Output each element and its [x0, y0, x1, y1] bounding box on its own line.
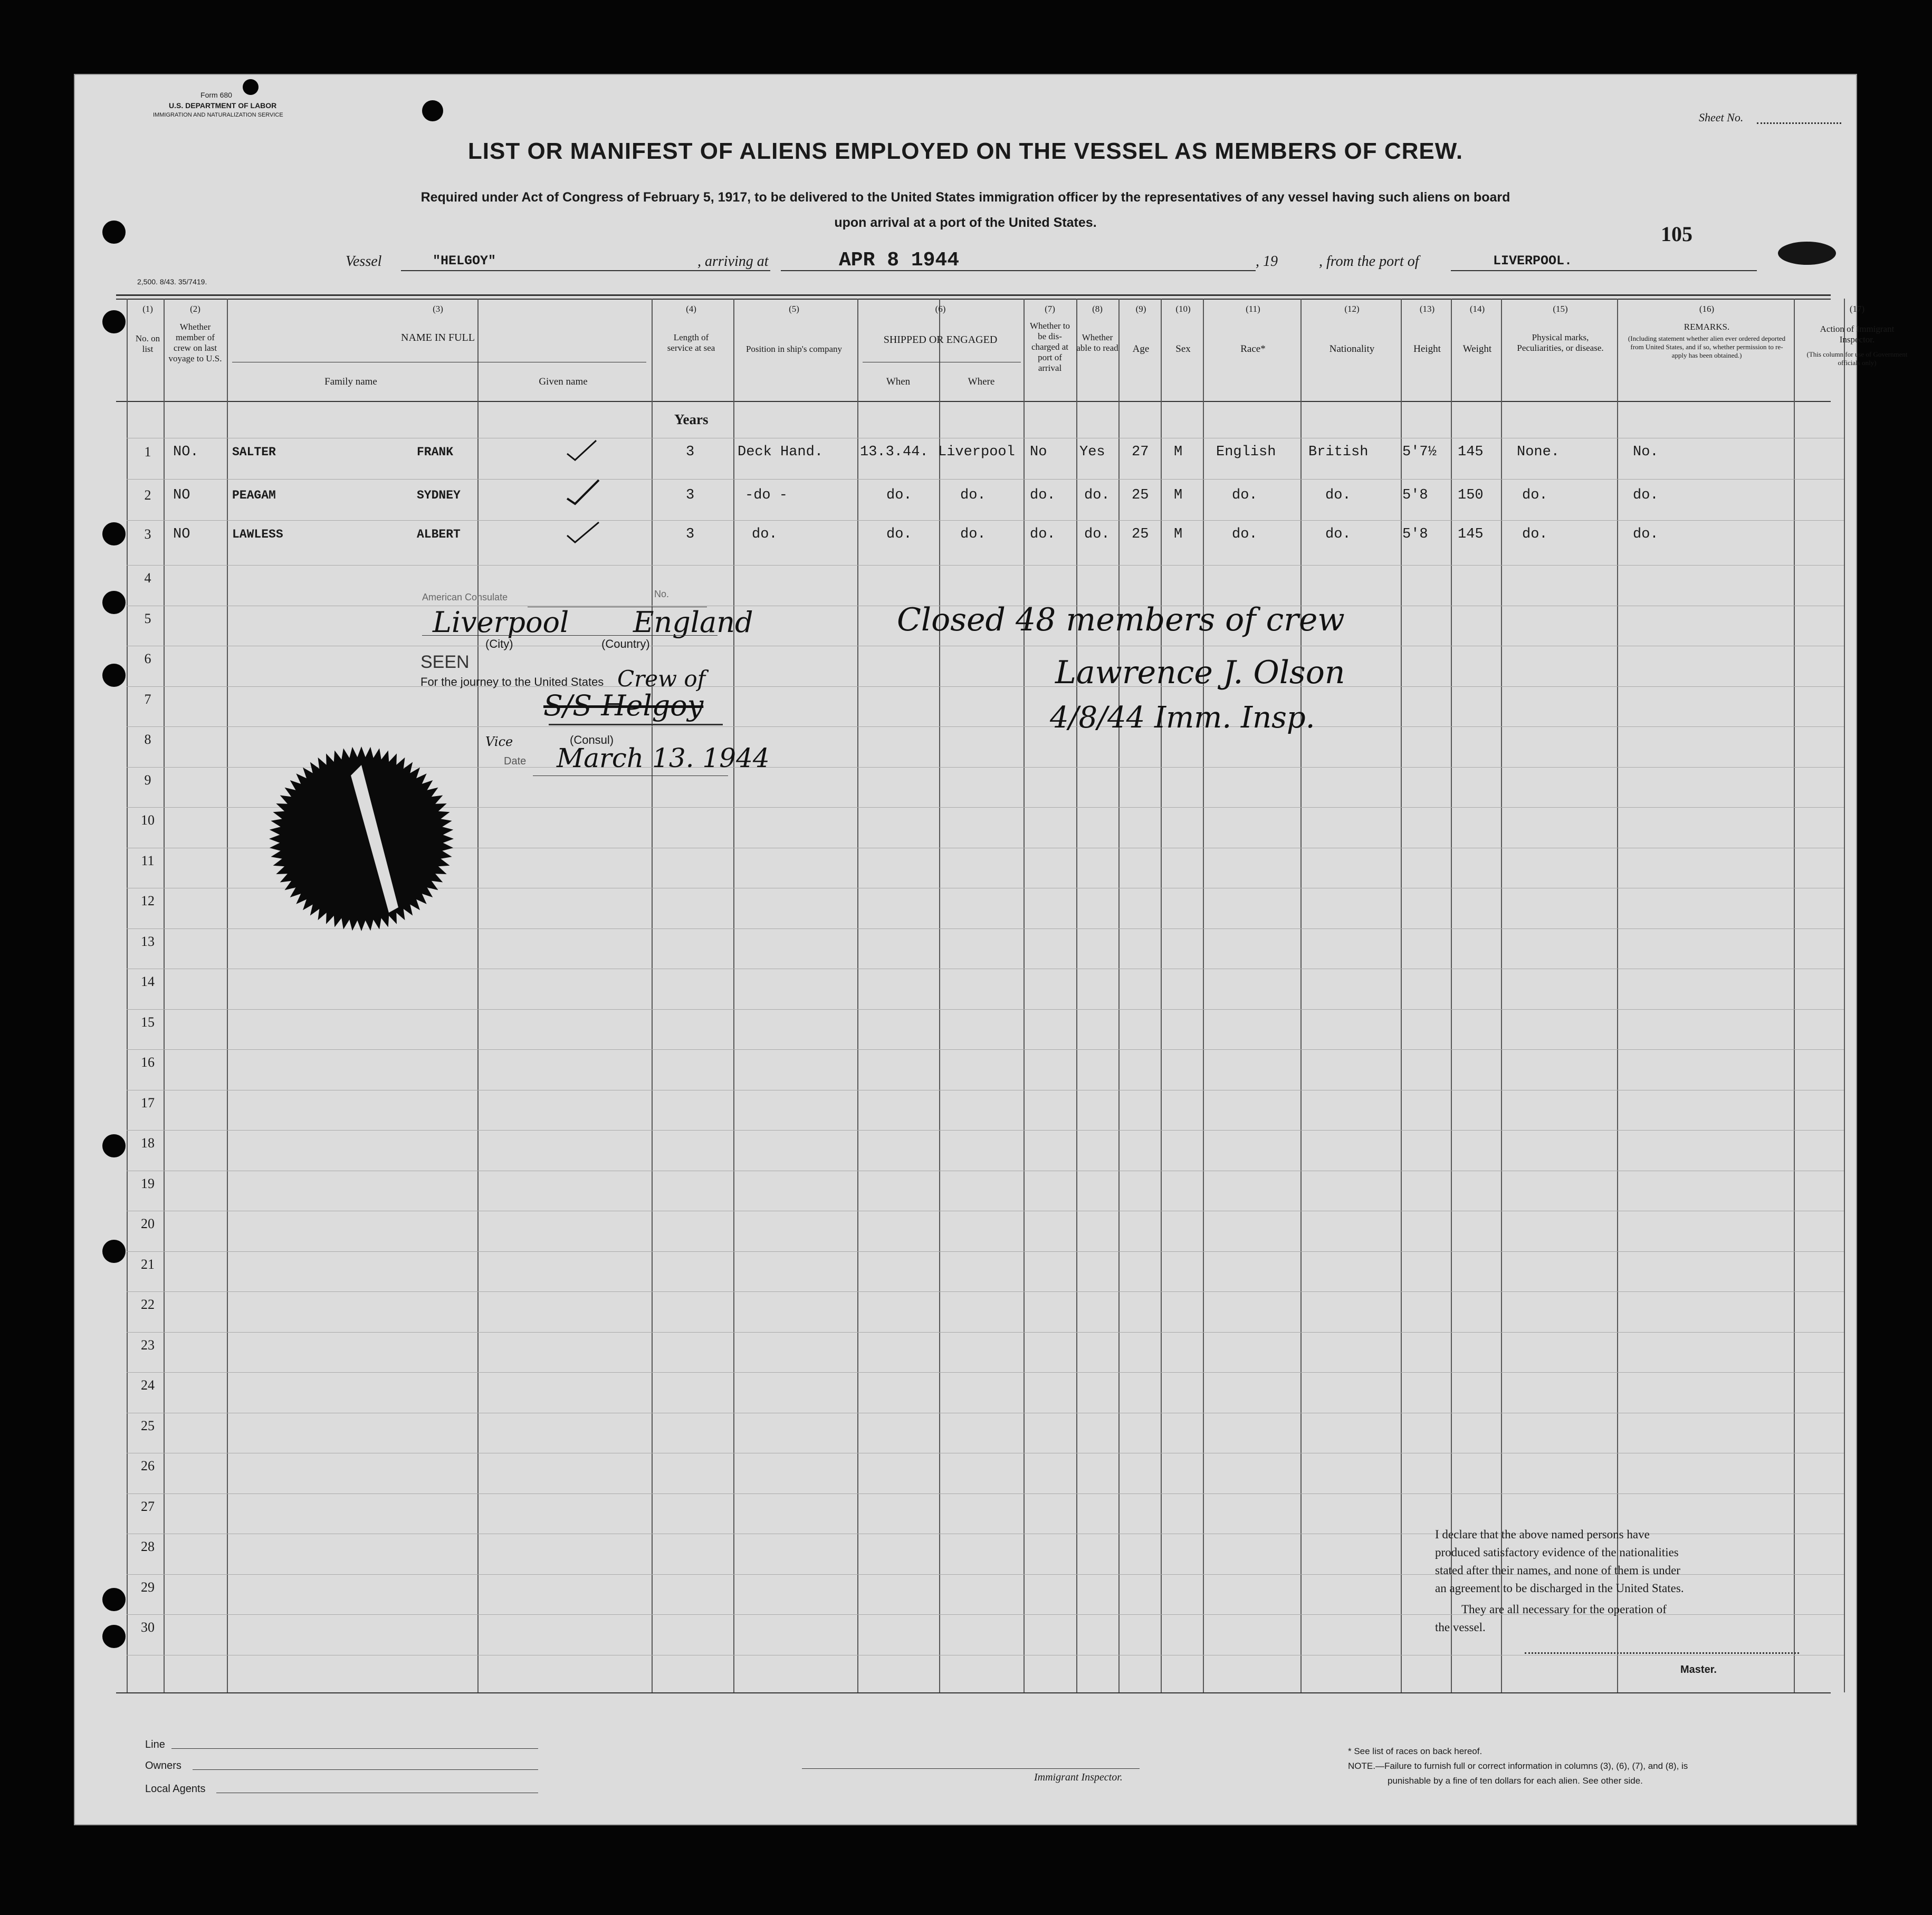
when-header: When	[886, 376, 911, 387]
seen-label: SEEN	[420, 652, 470, 672]
column-separator	[1076, 299, 1077, 1692]
row-number: 26	[141, 1458, 155, 1473]
column-separator	[1118, 299, 1120, 1692]
consulate-no-label: No.	[654, 589, 669, 599]
col-15-header: Physical marks, Peculiarities, or disease.	[1517, 332, 1604, 353]
discharged-cell: do.	[1030, 487, 1056, 503]
declaration-line-4: an agreement to be discharged in the United States.	[1435, 1582, 1684, 1595]
consulate-header: American Consulate	[422, 592, 508, 602]
col-7-header: Whether to be dis-charged at port of arrival	[1030, 321, 1070, 373]
column-separator	[857, 299, 858, 1692]
shipped-where-cell: do.	[960, 526, 986, 542]
table-top-rule	[116, 294, 1831, 296]
journey-label: For the journey to the United States	[420, 675, 604, 688]
consulate-country: England	[633, 606, 753, 639]
col-8-number: (8)	[1092, 304, 1103, 314]
inspection-date-note: 4/8/44 Imm. Insp.	[1050, 701, 1315, 735]
sheet-number-line	[1757, 122, 1841, 124]
column-separator	[127, 299, 128, 1692]
year-label: , 19	[1256, 253, 1278, 270]
check-marks	[565, 438, 654, 554]
height-cell: 5'8	[1402, 487, 1428, 503]
crew-count-note: Closed 48 members of crew	[897, 601, 1345, 638]
port-fill-line	[1451, 270, 1757, 271]
col-14-number: (14)	[1469, 304, 1485, 314]
family-name-header: Family name	[324, 376, 377, 387]
able-to-read-cell: Yes	[1079, 444, 1105, 460]
col-10-number: (10)	[1175, 304, 1191, 314]
nationality-cell: British	[1308, 444, 1369, 460]
given-name-cell: ALBERT	[417, 528, 461, 541]
row-number: 10	[141, 812, 155, 828]
column-separator	[733, 299, 734, 1692]
crew-of-text: Crew of	[617, 666, 706, 692]
position-cell: Deck Hand.	[738, 444, 824, 460]
row-rule	[127, 479, 1844, 480]
height-cell: 5'8	[1402, 526, 1428, 542]
row-number: 5	[144, 610, 151, 626]
race-cell: do.	[1232, 526, 1258, 542]
row-number: 3	[144, 526, 151, 542]
column-separator	[939, 299, 940, 1692]
col-15-number: (15)	[1553, 304, 1568, 314]
row-number: 9	[144, 772, 151, 788]
row-rule	[127, 726, 1844, 727]
row-number: 12	[141, 893, 155, 908]
col-12-header: Nationality	[1329, 343, 1375, 355]
col-9-number: (9)	[1135, 304, 1146, 314]
subtitle-line-1: Required under Act of Congress of February 5, 1917, to be delivered to the United States immigration officer by the representatives of any vessel having such aliens on board	[420, 190, 1510, 205]
arriving-label: , arriving at	[697, 253, 769, 270]
col-4-header: Length of service at sea	[667, 332, 715, 353]
nationality-cell: do.	[1325, 487, 1351, 503]
row-number: 25	[141, 1418, 155, 1433]
note-line-1: NOTE.—Failure to furnish full or correct information in columns (3), (6), (7), and (8), is	[1348, 1761, 1688, 1771]
col-17-number: (17)	[1849, 304, 1865, 314]
row-number: 1	[144, 444, 151, 459]
col-3-number: (3)	[433, 304, 443, 314]
row-number: 19	[141, 1175, 155, 1191]
service-cell: 3	[686, 526, 695, 542]
date-line	[533, 775, 728, 776]
print-code: 2,500. 8/43. 35/7419.	[137, 277, 207, 286]
table-top-rule-2	[116, 299, 1831, 300]
column-separator	[1844, 299, 1845, 1692]
column-separator	[1024, 299, 1025, 1692]
binder-hole	[102, 591, 126, 614]
discharged-cell: do.	[1030, 526, 1056, 542]
row-number: 8	[144, 732, 151, 747]
sex-cell: M	[1174, 487, 1183, 503]
consulate-city: Liverpool	[433, 606, 569, 639]
immigrant-inspector-label: Immigrant Inspector.	[1034, 1772, 1123, 1783]
row-rule	[127, 1049, 1844, 1050]
nationality-cell: do.	[1325, 526, 1351, 542]
shipped-where-cell: do.	[960, 487, 986, 503]
column-separator	[1401, 299, 1402, 1692]
physical-marks-cell: do.	[1522, 487, 1548, 503]
row-number: 13	[141, 933, 155, 949]
col-11-header: Race*	[1240, 343, 1266, 355]
line-label: Line	[145, 1739, 165, 1750]
form-number: Form 680	[200, 91, 232, 99]
row-number: 17	[141, 1095, 155, 1110]
note-line-2: punishable by a fine of ten dollars for each alien. See other side.	[1388, 1776, 1643, 1786]
header-bottom-rule	[116, 401, 1831, 402]
col-13-number: (13)	[1419, 304, 1435, 314]
last-voyage-cell: NO	[173, 526, 190, 542]
vice-text: Vice	[485, 734, 513, 749]
row-rule	[127, 520, 1844, 521]
consul-label: (Consul)	[570, 733, 614, 746]
declaration-line-5: They are all necessary for the operation of	[1461, 1603, 1667, 1616]
department-name: U.S. DEPARTMENT OF LABOR	[169, 101, 277, 110]
weight-cell: 150	[1458, 487, 1484, 503]
city-label: (City)	[485, 637, 513, 650]
remarks-cell: do.	[1633, 487, 1659, 503]
page-number: 105	[1661, 222, 1692, 246]
country-label: (Country)	[601, 637, 650, 650]
col-14-header: Weight	[1462, 343, 1492, 355]
shipped-where-cell: Liverpool	[938, 444, 1015, 460]
row-number: 22	[141, 1297, 155, 1312]
column-separator	[477, 299, 479, 1692]
col-6-number: (6)	[935, 304, 946, 314]
service-cell: 3	[686, 444, 695, 460]
age-cell: 25	[1132, 487, 1149, 503]
row-number: 2	[144, 487, 151, 503]
row-rule	[127, 1332, 1844, 1333]
last-voyage-cell: NO.	[173, 444, 199, 460]
col-6-header: SHIPPED OR ENGAGED	[883, 334, 998, 346]
local-agents-label: Local Agents	[145, 1783, 206, 1795]
row-rule	[127, 1291, 1844, 1292]
punch-hole	[422, 100, 443, 121]
where-header: Where	[968, 376, 995, 387]
column-separator	[1161, 299, 1162, 1692]
col-12-number: (12)	[1344, 304, 1360, 314]
col-1-header: No. on list	[135, 333, 160, 354]
inspector-signature-line	[802, 1768, 1140, 1769]
col-5-number: (5)	[789, 304, 799, 314]
column-separator	[1451, 299, 1452, 1692]
column-separator	[1794, 299, 1795, 1692]
consulate-city-line	[422, 635, 718, 636]
col-7-number: (7)	[1045, 304, 1055, 314]
col-4-number: (4)	[686, 304, 696, 314]
row-rule	[127, 1251, 1844, 1252]
declaration-line-6: the vessel.	[1435, 1621, 1486, 1634]
sex-cell: M	[1174, 526, 1183, 542]
arrival-date-stamp: APR 8 1944	[839, 249, 960, 272]
col-5-header: Position in ship's company	[745, 344, 843, 354]
race-cell: English	[1216, 444, 1276, 460]
date-label: Date	[504, 755, 527, 767]
family-name-cell: SALTER	[232, 445, 276, 459]
shipped-when-cell: 13.3.44.	[860, 444, 929, 460]
vessel-name: "HELGOY"	[433, 253, 496, 269]
remarks-cell: No.	[1633, 444, 1659, 460]
row-number: 23	[141, 1337, 155, 1353]
binder-hole	[102, 1240, 126, 1263]
row-number: 18	[141, 1135, 155, 1151]
col-9-header: Age	[1132, 343, 1150, 355]
column-separator	[1300, 299, 1302, 1692]
family-name-cell: LAWLESS	[232, 528, 283, 541]
row-number: 27	[141, 1498, 155, 1514]
column-separator	[164, 299, 165, 1692]
col-3-header: NAME IN FULL	[401, 332, 475, 343]
declaration-line-2: produced satisfactory evidence of the nationalities	[1435, 1546, 1679, 1559]
master-label: Master.	[1680, 1664, 1717, 1675]
col-13-header: Height	[1413, 343, 1441, 355]
race-cell: do.	[1232, 487, 1258, 503]
binder-hole	[102, 664, 126, 687]
binder-hole	[102, 1625, 126, 1648]
able-to-read-cell: do.	[1084, 487, 1110, 503]
col-16-header: REMARKS.	[1684, 322, 1730, 332]
position-cell: do.	[752, 526, 778, 542]
col-16-number: (16)	[1699, 304, 1715, 314]
declaration-line-1: I declare that the above named persons have	[1435, 1528, 1650, 1541]
declaration-line-3: stated after their names, and none of them is under	[1435, 1564, 1680, 1577]
row-number: 21	[141, 1256, 155, 1272]
binder-hole	[102, 1134, 126, 1157]
row-rule	[127, 565, 1844, 566]
row-number: 16	[141, 1055, 155, 1070]
subtitle-line-2: upon arrival at a port of the United States.	[834, 215, 1097, 230]
row-rule	[127, 1130, 1844, 1131]
row-rule	[127, 686, 1844, 687]
column-separator	[1501, 299, 1502, 1692]
col-1-number: (1)	[142, 304, 153, 314]
column-separator	[227, 299, 228, 1692]
inspector-signature: Lawrence J. Olson	[1055, 654, 1345, 691]
row-number: 29	[141, 1579, 155, 1595]
discharged-cell: No	[1030, 444, 1047, 460]
remarks-cell: do.	[1633, 526, 1659, 542]
stamp-date: March 13. 1944	[557, 743, 770, 773]
row-number: 24	[141, 1377, 155, 1393]
col-11-number: (11)	[1246, 304, 1260, 314]
table-bottom-rule	[116, 1692, 1831, 1693]
col-2-number: (2)	[190, 304, 200, 314]
owners-label: Owners	[145, 1760, 181, 1772]
vessel-label: Vessel	[346, 253, 382, 270]
owners-fill	[193, 1769, 538, 1770]
col-8-header: Whether able to read	[1076, 332, 1118, 353]
row-number: 15	[141, 1014, 155, 1030]
service-name: IMMIGRATION AND NATURALIZATION SERVICE	[153, 112, 283, 118]
binder-hole	[102, 522, 126, 545]
age-cell: 25	[1132, 526, 1149, 542]
sheet-number-label: Sheet No.	[1699, 111, 1744, 124]
col-17-header: Action of Immigrant Inspector.	[1820, 324, 1895, 344]
manifest-sheet	[74, 74, 1908, 1825]
col-10-header: Sex	[1175, 343, 1191, 355]
col-17-note: (This column for use of Government officials only)	[1806, 350, 1908, 367]
weight-cell: 145	[1458, 526, 1484, 542]
shipped-when-cell: do.	[886, 526, 912, 542]
height-cell: 5'7½	[1402, 444, 1437, 460]
from-port: LIVERPOOL.	[1493, 253, 1573, 269]
punch-hole	[243, 79, 259, 95]
sex-cell: M	[1174, 444, 1183, 460]
col-2-header: Whether member of crew on last voyage to U.S.	[168, 322, 222, 363]
row-number: 14	[141, 974, 155, 989]
row-rule	[127, 1372, 1844, 1373]
ink-stamp-mark	[1778, 242, 1836, 265]
row-number: 28	[141, 1539, 155, 1554]
shipped-when-cell: do.	[886, 487, 912, 503]
weight-cell: 145	[1458, 444, 1484, 460]
row-rule	[127, 1493, 1844, 1494]
races-note: * See list of races on back hereof.	[1348, 1746, 1483, 1756]
row-number: 7	[144, 691, 151, 707]
row-number: 20	[141, 1216, 155, 1231]
able-to-read-cell: do.	[1084, 526, 1110, 542]
vessel-fill-line	[401, 270, 770, 271]
row-number: 4	[144, 570, 151, 586]
row-rule	[127, 1009, 1844, 1010]
column-separator	[1617, 299, 1618, 1692]
row-number: 30	[141, 1620, 155, 1635]
given-name-header: Given name	[539, 376, 588, 387]
binder-hole	[102, 310, 126, 333]
family-name-cell: PEAGAM	[232, 489, 276, 502]
row-number: 11	[141, 853, 155, 868]
line-fill	[171, 1748, 538, 1749]
years-label: Years	[674, 411, 709, 427]
age-cell: 27	[1132, 444, 1149, 460]
consul-signature-line	[549, 724, 723, 725]
physical-marks-cell: do.	[1522, 526, 1548, 542]
col-16-note: (Including statement whether alien ever ordered deported from United States, and if so, whether permission to re-apply has been obtained.)	[1628, 334, 1786, 359]
from-port-label: , from the port of	[1319, 253, 1419, 270]
given-name-cell: FRANK	[417, 445, 454, 459]
page-title: LIST OR MANIFEST OF ALIENS EMPLOYED ON THE VESSEL AS MEMBERS OF CREW.	[467, 138, 1464, 164]
row-number: 6	[144, 651, 151, 666]
given-name-cell: SYDNEY	[417, 489, 461, 502]
vessel-signature: S/S Helgoy	[543, 689, 704, 722]
position-cell: -do -	[745, 487, 788, 503]
column-separator	[1203, 299, 1204, 1692]
binder-hole	[102, 221, 126, 244]
physical-marks-cell: None.	[1517, 444, 1560, 460]
last-voyage-cell: NO	[173, 487, 190, 503]
master-signature-line	[1525, 1652, 1799, 1654]
service-cell: 3	[686, 487, 695, 503]
consular-seal	[266, 744, 456, 934]
